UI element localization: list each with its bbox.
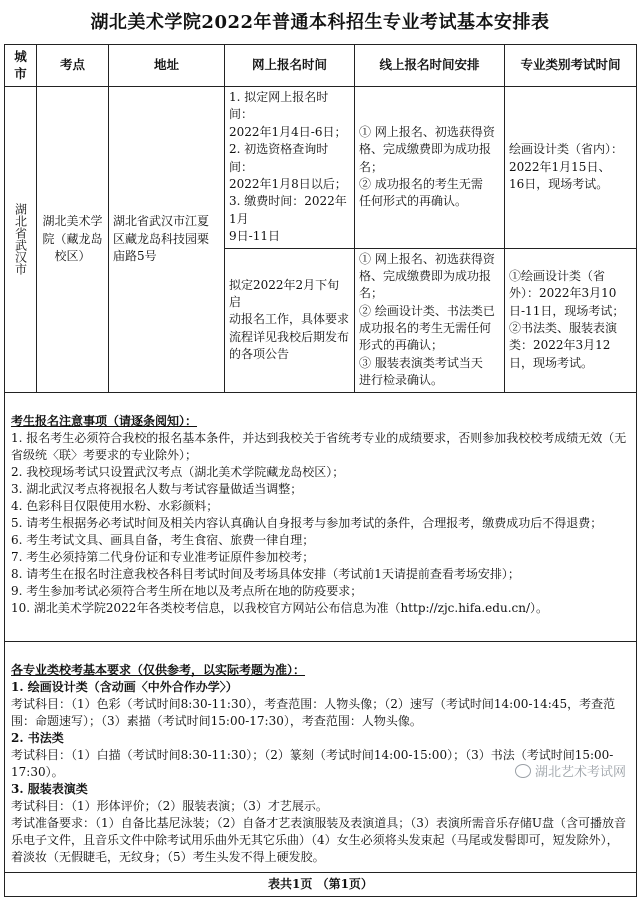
address-cell: 湖北省武汉市江夏区藏龙岛科技园栗庙路5号: [109, 87, 225, 393]
list-item: 9. 考生参加考试必须符合考生所在地以及考点所在地的防疫要求；: [11, 583, 363, 598]
city-cell: 湖北省武汉市: [5, 87, 37, 393]
arrangement-cell-2: ① 网上报名、初选获得资 格、完成缴费即为成功报 名； ② 绘画设计类、书法类已 成功报名的考生无需任何 形式的再确认； ③ 服装表演类考试当天 进行检录确认。: [355, 248, 505, 392]
header-row: [5, 45, 637, 87]
page-footer: 表共1页 （第1页）: [5, 873, 637, 897]
list-item: 7. 考生必须持第二代身份证和专业准考证原件参加校考；: [11, 549, 315, 564]
table-row: [5, 87, 637, 249]
exam-time-cell-1: 绘画设计类（省内）： 2022年1月15日、 16日，现场考试。: [505, 87, 637, 249]
header-online-arrangement: 线上报名时间安排: [355, 45, 505, 87]
section-title: 1. 绘画设计类（含动画〈中外合作办学〉）: [11, 679, 238, 694]
header-city: 城市: [5, 45, 37, 87]
header-address: 地址: [109, 45, 225, 87]
notes-heading: 考生报名注意事项（请逐条阅知）：: [11, 413, 198, 428]
list-item: 5. 请考生根据务必考试时间及相关内容认真确认自身报考与参加考试的条件，合理报考，缴费成功后不得退费；: [11, 515, 603, 530]
section-title: 2. 书法类: [11, 730, 64, 745]
section-line: 考试科目：（1）白描（考试时间8:30-11:30）；（2）篆刻（考试时间14:00-15:00）；（3）书法（考试时间15:00-17:30）。: [11, 747, 614, 779]
list-item: 4. 色彩科目仅限使用水粉、水彩颜料；: [11, 498, 219, 513]
list-item: 8. 请考生在报名时注意我校各科目考试时间及考场具体安排（考试前1天请提前查看考场安排）；: [11, 566, 520, 581]
list-item: 10. 湖北美术学院2022年各类校考信息，以我校官方网站公布信息为准（http://zjc.hifa.edu.cn/）。: [11, 600, 548, 615]
notes-cell: [5, 392, 637, 641]
header-category-time: 专业类别考试时间: [505, 45, 637, 87]
online-time-cell-1: 1. 拟定网上报名时间： 2022年1月4日-6日； 2. 初选资格查询时间： 2022年1月8日以后； 3. 缴费时间：2022年1月 9日-11日: [225, 87, 355, 249]
section-line: 考试科目：（1）形体评价；（2）服装表演；（3）才艺展示。: [11, 798, 328, 813]
requirements-cell: [5, 641, 637, 872]
list-item: 3. 湖北武汉考点将视报名人数与考试容量做适当调整；: [11, 481, 303, 496]
section-line: 考试科目：（1）色彩（考试时间8:30-11:30），考查范围：人物头像；（2）速写（考试时间14:00-14:45，考查范围：命题速写）；（3）素描（考试时间15:00-17:30），考查范围：人物头像。: [11, 696, 616, 728]
wechat-icon: [515, 764, 531, 778]
section-line: 考试准备要求：（1）自备比基尼泳装；（2）自备才艺表演服装及表演道具；（3）表演所需音乐存储U盘（含可播放音乐电子文件，且音乐文件中除考试用乐曲外无其它乐曲）（4）女生必须将头发束起（马尾或发髻即可，短发除外），着淡妆（无假睫毛，无纹身；（5）考生头发不得上硬发胶。: [11, 815, 627, 864]
exam-time-cell-2: ①绘画设计类（省 外）：2022年3月10 日-11日，现场考试； ②书法类、服装表演 类：2022年3月12 日，现场考试。: [505, 248, 637, 392]
notes-row: [5, 392, 637, 641]
section-title: 3. 服装表演类: [11, 781, 88, 796]
list-item: 1. 报名考生必须符合我校的报名基本条件，并达到我校关于省统考专业的成绩要求，否则参加我校校考成绩无效（无省级统〈联〉考要求的专业除外）；: [11, 430, 627, 462]
list-item: 2. 我校现场考试只设置武汉考点（湖北美术学院藏龙岛校区）；: [11, 464, 345, 479]
list-item: 6. 考生考试文具、画具自备，考生食宿、旅费一律自理；: [11, 532, 315, 547]
footer-row: [5, 873, 637, 897]
page-title: 湖北美术学院2022年普通本科招生专业考试基本安排表: [90, 12, 550, 33]
header-site: 考点: [37, 45, 109, 87]
requirements-heading: 各专业类校考基本要求（仅供参考，以实际考题为准）：: [11, 662, 306, 677]
header-online-time: 网上报名时间: [225, 45, 355, 87]
watermark-text: 湖北艺术考试网: [534, 765, 626, 780]
watermark: [515, 761, 626, 780]
arrangement-cell-1: ① 网上报名、初选获得资 格、完成缴费即为成功报 名； ② 成功报名的考生无需 任何形式的再确认。: [355, 87, 505, 249]
site-cell: 湖北美术学院（藏龙岛校区）: [37, 87, 109, 393]
online-time-cell-2: 拟定2022年2月下旬启 动报名工作，具体要求 流程详见我校后期发布 的各项公告: [225, 248, 355, 392]
requirements-row: [5, 641, 637, 872]
